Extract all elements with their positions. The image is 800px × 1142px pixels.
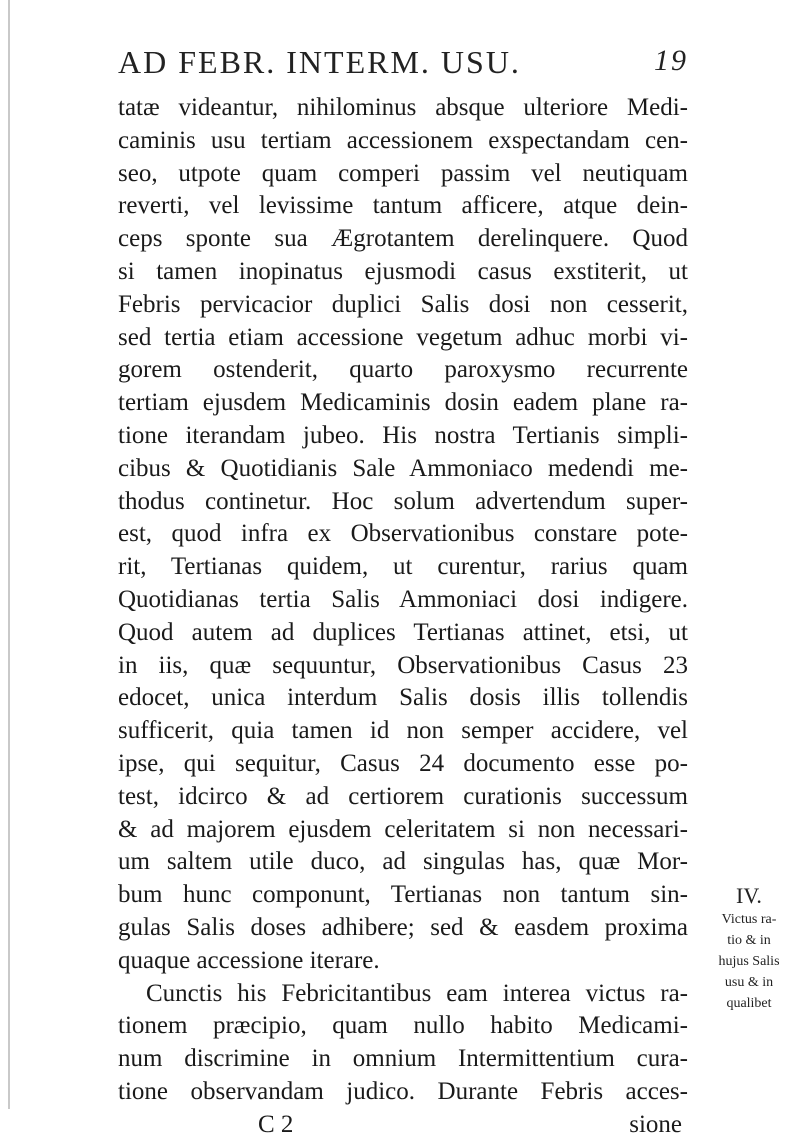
text-line: caminis usu tertiam accessionem exspectandam cen- <box>118 126 688 154</box>
text-line: bum hunc componunt, Tertianas non tantum sin- <box>118 881 688 909</box>
text-line: ipse, qui sequitur, Casus 24 documento esse po- <box>118 749 688 777</box>
marginal-note-number: IV. <box>736 883 762 908</box>
text-line: in iis, quæ sequuntur, Observationibus Casus 23 <box>118 651 688 679</box>
text-line: Quotidianas tertia Salis Ammoniaci dosi indigere. <box>118 585 688 613</box>
text-line: Febris pervicacior duplici Salis dosi non cesserit, <box>118 290 688 318</box>
signature-mark: C 2 <box>258 1110 294 1138</box>
text-line: tione iterandam jubeo. His nostra Tertianis simpli- <box>118 421 688 449</box>
text-line: sed tertia etiam accessione vegetum adhuc morbi vi- <box>118 323 688 351</box>
text-line: tione observandam judico. Durante Febris acces- <box>118 1077 688 1105</box>
text-line: tatæ videantur, nihilominus absque ulteriore Medi- <box>118 94 688 121</box>
text-line: edocet, unica interdum Salis dosis illis tollendis <box>118 684 688 712</box>
text-line: seo, utpote quam comperi passim vel neutiquam <box>118 159 688 187</box>
text-line: thodus continetur. Hoc solum advertendum super- <box>118 487 688 515</box>
main-text <box>118 92 688 1142</box>
text-line: tionem præcipio, quam nullo habito Medicami- <box>118 1012 688 1040</box>
text-line: Cunctis his Febricitantibus eam interea victus ra- <box>146 979 688 1007</box>
text-line: Quod autem ad duplices Tertianas attinet, etsi, ut <box>118 618 688 646</box>
marginal-note <box>705 883 793 1014</box>
text-line: tertiam ejusdem Medicaminis dosin eadem plane ra- <box>118 389 688 417</box>
text-line: ceps sponte sua Ægrotantem derelinquere. Quod <box>118 225 688 253</box>
text-line: gorem ostenderit, quarto paroxysmo recurrente <box>118 356 688 384</box>
marginal-note-line: usu & in <box>724 975 774 990</box>
text-line: gulas Salis doses adhibere; sed & easdem proxima <box>118 913 688 941</box>
text-line: si tamen inopinatus ejusmodi casus exstiterit, ut <box>118 257 688 285</box>
text-line: est, quod infra ex Observationibus constare pote- <box>118 520 688 548</box>
page-footer <box>118 1109 688 1142</box>
marginal-note-line: hujus Salis <box>718 954 780 969</box>
running-title: AD FEBR. INTERM. USU. <box>118 44 521 80</box>
marginal-note-line: Victus ra- <box>721 912 777 927</box>
catchword: sione <box>629 1110 682 1138</box>
text-line: rit, Tertianas quidem, ut curentur, rarius quam <box>118 553 688 581</box>
text-line: test, idcirco & ad certiorem curationis successum <box>118 782 688 810</box>
text-line: reverti, vel levissime tantum afficere, atque dein- <box>118 192 688 220</box>
text-line: cibus & Quotidianis Sale Ammoniaco medendi me- <box>118 454 688 482</box>
text-line: sufficerit, quia tamen id non semper accidere, vel <box>118 717 688 745</box>
page-number: 19 <box>654 44 688 77</box>
text-line: & ad majorem ejusdem celeritatem si non necessari- <box>118 815 688 843</box>
running-header <box>118 44 688 84</box>
marginal-note-line: qualibet <box>726 996 772 1011</box>
text-line: um saltem utile duco, ad singulas has, quæ Mor- <box>118 848 688 876</box>
marginal-note-line: tio & in <box>727 933 771 948</box>
gutter-line <box>8 0 10 1109</box>
text-line: quaque accessione iterare. <box>118 946 380 974</box>
text-line: num discrimine in omnium Intermittentium cura- <box>118 1045 688 1073</box>
